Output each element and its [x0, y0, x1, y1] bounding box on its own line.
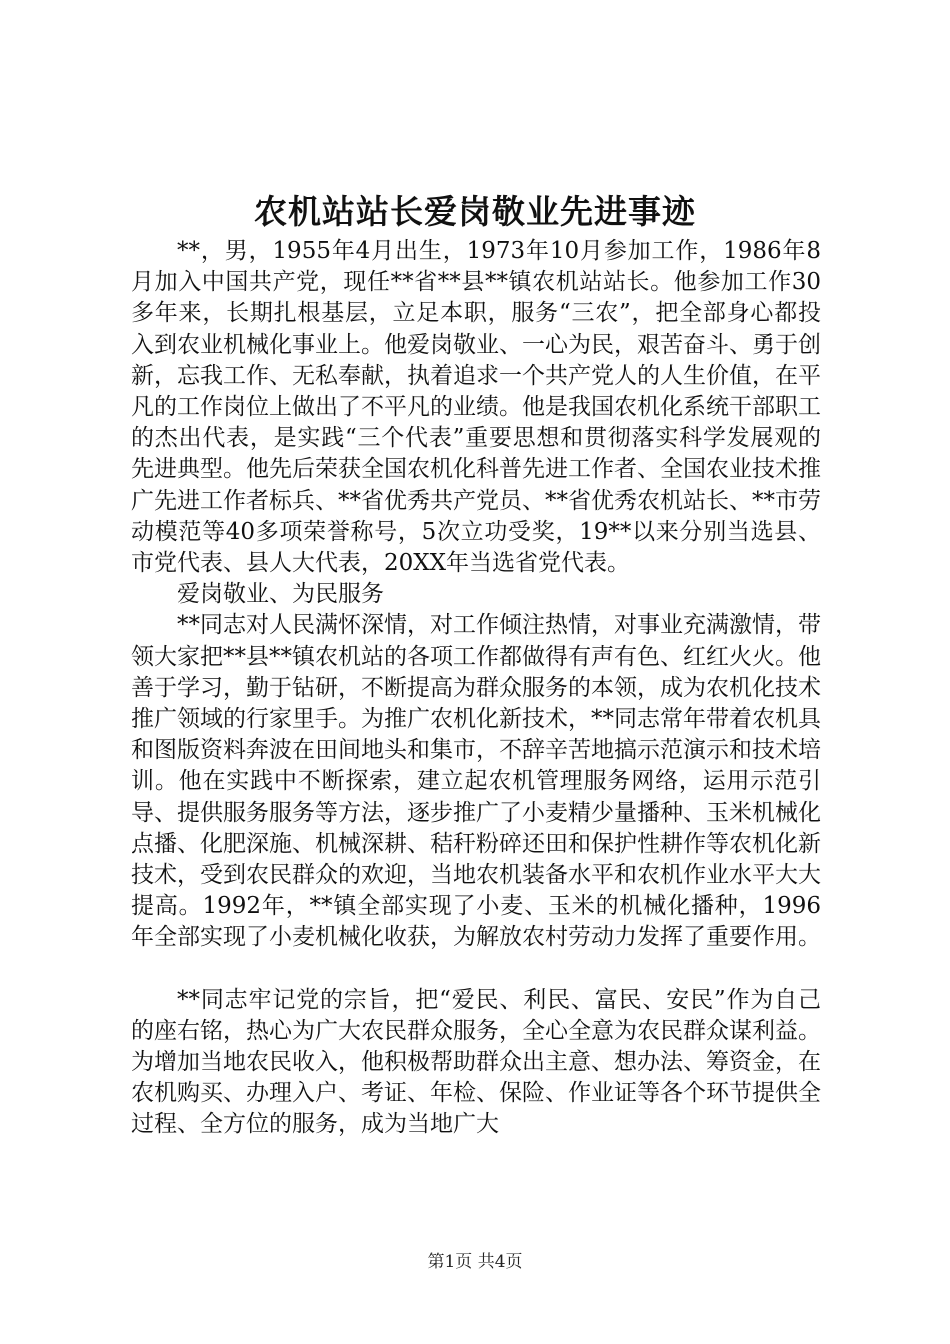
document-body	[131, 236, 821, 1141]
paragraph-service: **同志对人民满怀深情，对工作倾注热情，对事业充满激情，带领大家把**县**镇农机站的各项工作都做得有声有色、红红火火。他善于学习，勤于钻研，不断提高为群众服务的本领，成为农机化技术推广领域的行家里手。为推广农机化新技术，**同志常年带着农机具和图版资料奔波在田间地头和集市，不辞辛苦地搞示范演示和技术培训。他在实践中不断探索，建立起农机管理服务网络，运用示范引导、提供服务服务等方法，逐步推广了小麦精少量播种、玉米机械化点播、化肥深施、机械深耕、秸秆粉碎还田和保护性耕作等农机化新技术，受到农民群众的欢迎，当地农机装备水平和农机作业水平大大提高。1992年，**镇全部实现了小麦、玉米的机械化播种，1996年全部实现了小麦机械化收获，为解放农村劳动力发挥了重要作用。	[131, 612, 821, 951]
document-title: 农机站站长爱岗敬业先进事迹	[254, 192, 696, 231]
page-footer: 第1页 共4页	[427, 1252, 523, 1272]
paragraph-purpose: **同志牢记党的宗旨，把“爱民、利民、富民、安民”作为自己的座右铭，热心为广大农民群众服务，全心全意为农民群众谋利益。为增加当地农民收入，他积极帮助群众出主意、想办法、筹资金，在农机购买、办理入户、考证、年检、保险、作业证等各个环节提供全过程、全方位的服务，成为当地广大	[131, 986, 821, 1138]
section-heading: 爱岗敬业、为民服务	[177, 581, 384, 608]
paragraph-intro: **，男，1955年4月出生，1973年10月参加工作，1986年8月加入中国共产党，现任**省**县**镇农机站站长。他参加工作30多年来，长期扎根基层，立足本职，服务“三农”，把全部身心都投入到农业机械化事业上。他爱岗敬业、一心为民，艰苦奋斗、勇于创新，忘我工作、无私奉献，执着追求一个共产党人的人生价值，在平凡的工作岗位上做出了不平凡的业绩。他是我国农机化系统干部职工的杰出代表，是实践“三个代表”重要思想和贯彻落实科学发展观的先进典型。他先后荣获全国农机化科普先进工作者、全国农业技术推广先进工作者标兵、**省优秀共产党员、**省优秀农机站长、**市劳动模范等40多项荣誉称号，5次立功受奖，19**以来分别当选县、市党代表、县人大代表，20XX年当选省党代表。	[131, 238, 821, 577]
paragraph-spacer	[131, 954, 821, 985]
